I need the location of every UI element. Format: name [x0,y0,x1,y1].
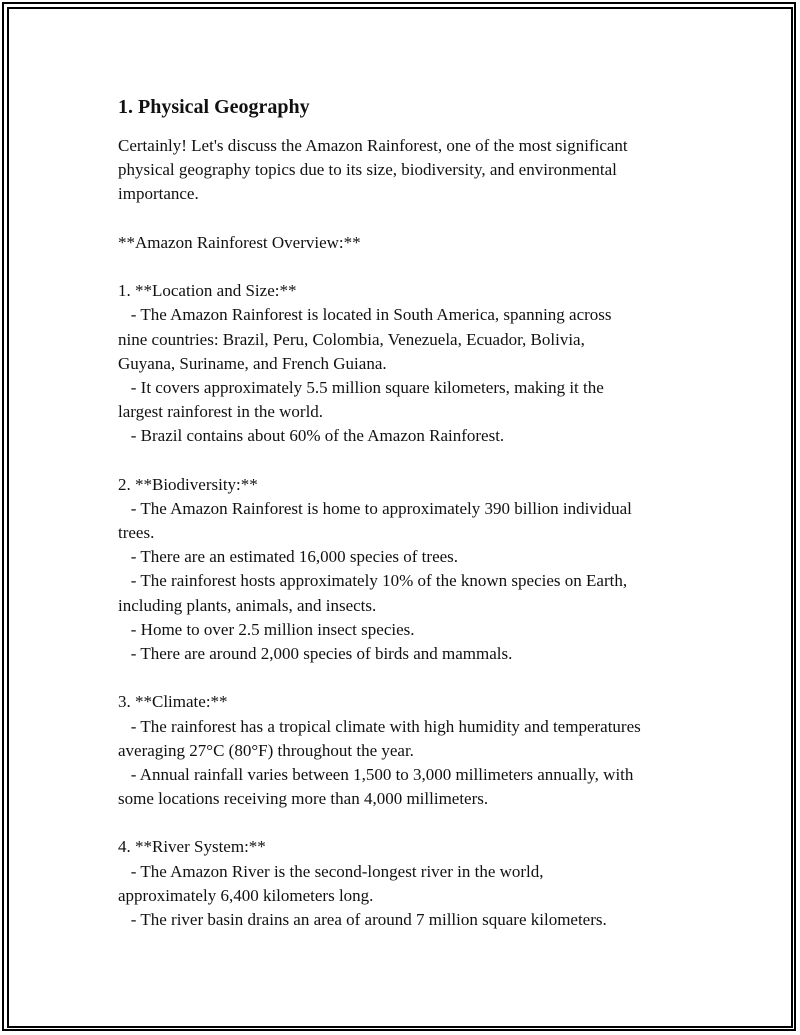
blank-line [118,207,693,231]
blank-line [118,811,693,835]
text-line: Certainly! Let's discuss the Amazon Rainforest, one of the most significant [118,136,628,155]
text-line: 2. **Biodiversity:** [118,474,258,494]
text-line: - The rainforest has a tropical climate with high humidity and temperatures [118,716,641,736]
section-heading: 1. Physical Geography [118,96,310,118]
text-line: - The rainforest hosts approximately 10% of the known species on Earth, [118,571,628,591]
text-line: - The river basin drains an area of around 7 million square kilometers. [118,910,607,929]
text-line: importance. [118,184,199,204]
blank-line [118,666,693,690]
blank-line [118,255,693,279]
text-line: - Brazil contains about 60% of the Amazon Rainforest. [118,426,505,446]
text-line: - The Amazon River is the second-longest river in the world, [118,861,544,881]
text-line: **Amazon Rainforest Overview:** [118,232,361,252]
text-line: - There are an estimated 16,000 species of trees. [118,547,459,567]
text-line: approximately 6,400 kilometers long. [118,885,374,905]
text-line: physical geography topics due to its size, biodiversity, and environmental [118,160,617,180]
text-line: including plants, animals, and insects. [118,595,377,615]
text-line: largest rainforest in the world. [118,402,324,422]
text-line: nine countries: Brazil, Peru, Colombia, Venezuela, Ecuador, Bolivia, [118,329,585,349]
text-line: - Annual rainfall varies between 1,500 to 3,000 millimeters annually, with [118,764,634,784]
text-line: - The Amazon Rainforest is located in South America, spanning across [118,305,612,325]
text-line: trees. [118,523,155,542]
document-body [118,95,693,932]
text-line: - The Amazon Rainforest is home to approximately 390 billion individual [118,498,632,518]
text-line: - There are around 2,000 species of birds and mammals. [118,643,513,663]
text-line: 3. **Climate:** [118,692,228,712]
blank-line [118,448,693,472]
text-line: some locations receiving more than 4,000 millimeters. [118,789,489,809]
text-line: - It covers approximately 5.5 million square kilometers, making it the [118,377,604,397]
text-line: Guyana, Suriname, and French Guiana. [118,353,387,373]
text-line: averaging 27°C (80°F) throughout the year. [118,740,414,760]
text-lines [118,134,693,932]
text-line: 4. **River System:** [118,837,266,857]
text-line: - Home to over 2.5 million insect species. [118,619,415,639]
text-line: 1. **Location and Size:** [118,281,297,301]
